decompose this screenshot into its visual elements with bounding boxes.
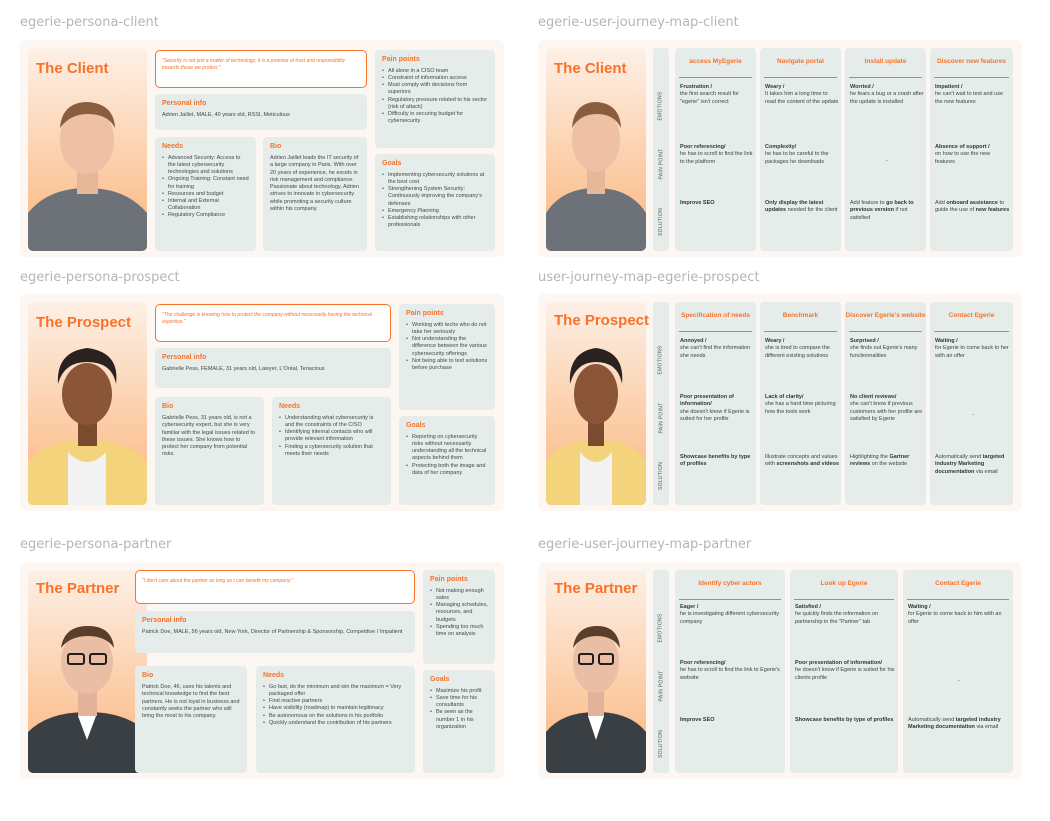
list-item: • Have visibility (roadmap) to maintain legitimacy bbox=[263, 705, 408, 712]
prospect-portrait bbox=[546, 302, 646, 505]
emotion-cell: Worried / he fears a bug or a crash after the update is installed bbox=[850, 84, 924, 105]
bio-card bbox=[155, 397, 264, 505]
pain-point-cell: Poor referencing/ he has to scroll to find the link to Egerie's website bbox=[680, 660, 780, 681]
emotion-cell: Frustration / the first search result for "egerie" isn't correct bbox=[680, 84, 739, 105]
row-label-emotions: EMOTIONS bbox=[658, 345, 665, 375]
persona-quote: "The challenge is knowing how to protect the company without necessarily having the technical expertise." bbox=[155, 304, 391, 342]
bio-heading: Bio bbox=[162, 403, 174, 410]
stage-header: Install update bbox=[864, 58, 907, 66]
list-item: • Spending too much time on analysis bbox=[430, 624, 488, 638]
frame-label-persona-prospect: egerie-persona-prospect bbox=[20, 270, 180, 285]
stage-divider bbox=[934, 77, 1009, 78]
stage-header: Navigate portal bbox=[777, 58, 824, 66]
prospect-portrait-image bbox=[546, 302, 646, 505]
solution-cell: Automatically send targeted industry Marketing documentation via email bbox=[908, 717, 1001, 731]
persona-frame-prospect bbox=[20, 294, 504, 511]
solution-cell: Only display the latest updates needed for the client bbox=[765, 200, 838, 214]
journey-title: The Partner bbox=[554, 580, 638, 597]
row-label-solution: SOLUTION bbox=[658, 461, 664, 490]
personal-info-card bbox=[135, 611, 415, 653]
stage-header: Discover new features bbox=[936, 58, 1006, 66]
needs-heading: Needs bbox=[162, 143, 184, 150]
list-item: • Not making enough sales bbox=[430, 588, 488, 602]
stage-divider bbox=[794, 599, 894, 600]
stage-divider bbox=[849, 331, 922, 332]
list-item: • Reporting on cybersecurity risks without necessarily understanding all the technical aspects behind them bbox=[406, 434, 488, 463]
goals-heading: Goals bbox=[382, 160, 402, 167]
pain-point-cell: Absence of support / on how to use the new features bbox=[935, 144, 991, 165]
goals-list bbox=[382, 172, 488, 229]
solution-cell: Improve SEO bbox=[680, 200, 715, 206]
list-item: • Must comply with decisions from superiors bbox=[382, 82, 488, 96]
emotion-cell: Eager / he is investigating different cybersecurity company bbox=[680, 604, 779, 625]
emotion-cell: Weary / It takes him a long time to read the content of the update bbox=[765, 84, 839, 105]
pain-points-list bbox=[406, 322, 488, 372]
pain-points-card bbox=[423, 570, 495, 664]
personal-info-heading: Personal info bbox=[162, 100, 207, 107]
list-item: • Regulatory pressure related to his sector (risk of attack) bbox=[382, 97, 488, 111]
list-item: • All alone in a CISO team bbox=[382, 68, 488, 75]
journey-title: The Client bbox=[554, 60, 627, 77]
pain-points-heading: Pain points bbox=[382, 56, 420, 63]
pain-point-cell: - bbox=[972, 412, 974, 418]
list-item: • Finding a cybersecurity solution that meets their needs bbox=[279, 444, 384, 458]
bio-text: Adrien Jaillet leads the IT security of a large company in Paris. With over 20 years of experience, he excels in risk management and compliance. Passionate about technology, Adrien strives to innovate in cybersecurity while promoting a security culture within his company. bbox=[270, 155, 359, 212]
frame-label-persona-client: egerie-persona-client bbox=[20, 15, 159, 30]
persona-quote: "I don't care about the partner as long as I can benefit my company." bbox=[135, 570, 415, 604]
emotion-cell: Waiting / for Egerie to come back to him with an offer bbox=[908, 604, 1002, 625]
client-portrait bbox=[546, 48, 646, 251]
persona-frame-client bbox=[20, 40, 504, 257]
stage-divider bbox=[764, 77, 837, 78]
solution-cell: Showcase benefits by type of profiles bbox=[795, 717, 894, 723]
stage-divider bbox=[679, 599, 781, 600]
prospect-portrait-image bbox=[28, 302, 147, 505]
goals-card bbox=[375, 154, 495, 251]
stage-header: Specification of needs bbox=[681, 312, 750, 320]
emotion-cell: Weary / she is tired to compare the different existing solutions bbox=[765, 338, 830, 359]
list-item: • Internal and External Collaboration bbox=[162, 198, 249, 212]
bio-text: Patrick Doe, 46, uses his talents and technical knowledge to find the best partners. He is not loyal in business and constantly seeks the partner who will bring the most to his company. bbox=[142, 684, 240, 719]
stage-header: Identify cyber actors bbox=[698, 580, 762, 588]
list-item: • Maximize his profit bbox=[430, 688, 488, 695]
personal-info-text: Adrien Jaillet, MALE, 40 years old, RSSI, Meticulous bbox=[162, 112, 290, 118]
personal-info-card bbox=[155, 94, 367, 130]
bio-card bbox=[263, 137, 367, 251]
pain-points-heading: Pain points bbox=[430, 576, 468, 583]
frame-label-journey-client: egerie-user-journey-map-client bbox=[538, 15, 739, 30]
stage-divider bbox=[934, 331, 1009, 332]
list-item: • Working with techs who do not take her seriously bbox=[406, 322, 488, 336]
list-item: • Understanding what cybersecurity is and the constraints of the CISO bbox=[279, 415, 384, 429]
pain-point-cell: - bbox=[958, 678, 960, 684]
stage-divider bbox=[849, 77, 922, 78]
list-item: • Regulatory Compliance bbox=[162, 212, 249, 219]
stage-divider bbox=[764, 331, 837, 332]
row-label-pain-point: PAIN POINT bbox=[658, 148, 664, 180]
personal-info-text: Gabrielle Pess, FEMALE, 31 years old, Lawyer, L'Oréal, Tenacious bbox=[162, 366, 325, 372]
list-item: • Establishing relationships with other professionals bbox=[382, 215, 488, 229]
needs-card bbox=[272, 397, 391, 505]
personal-info-text: Patrick Doe, MALE, 56 years old, New York, Director of Partnership & Sponsorship, Competitive / Impatient bbox=[142, 629, 403, 635]
pain-points-heading: Pain points bbox=[406, 310, 444, 317]
frame-label-journey-prospect: user-journey-map-egerie-prospect bbox=[538, 270, 760, 285]
list-item: • Difficulty in securing budget for cybersecurity bbox=[382, 111, 488, 125]
needs-card bbox=[155, 137, 256, 251]
solution-cell: Showcase benefits by type of profiles bbox=[680, 454, 751, 468]
list-item: • Resources and budget bbox=[162, 191, 249, 198]
bio-heading: Bio bbox=[142, 672, 154, 679]
personal-info-card bbox=[155, 348, 391, 388]
pain-points-card bbox=[399, 304, 495, 410]
partner-portrait bbox=[28, 570, 147, 773]
pain-point-cell: No client reviews/ she can't know if previous customers with her profile are satisfied by Egerie bbox=[850, 394, 923, 422]
list-item: • Save time for his consultants bbox=[430, 695, 488, 709]
list-item: • Ongoing Training: Constant need for training bbox=[162, 176, 249, 190]
solution-cell: Add onboard assistance to guide the use of new features bbox=[935, 200, 1010, 214]
emotion-cell: Surprised / she finds out Egerie's many functionnalities bbox=[850, 338, 918, 359]
pain-point-cell: Poor presentation of information/ she doesn't know if Egerie is suited for her profile bbox=[680, 394, 750, 422]
pain-point-cell: Lack of clarity/ she has a hard time picturing how the tools work bbox=[765, 394, 836, 415]
list-item: • Be autonomous on the solutions in his portfolio bbox=[263, 713, 408, 720]
personal-info-heading: Personal info bbox=[162, 354, 207, 361]
stage-divider bbox=[907, 599, 1009, 600]
goals-heading: Goals bbox=[406, 422, 426, 429]
emotion-cell: Satisfied / he quickly finds the information on partnership in the "Partner" tab bbox=[795, 604, 879, 625]
pain-point-cell: - bbox=[886, 158, 888, 164]
list-item: • Protecting both the image and data of her company bbox=[406, 463, 488, 477]
stage-header: Benchmark bbox=[782, 312, 819, 320]
persona-quote: "Security is not just a matter of technology, it is a promise of trust and responsibility towards those we protect." bbox=[155, 50, 367, 88]
journey-frame-partner bbox=[538, 562, 1022, 779]
client-portrait bbox=[28, 48, 147, 251]
list-item: • Not being able to test solutions before purchase bbox=[406, 358, 488, 372]
journey-frame-prospect bbox=[538, 294, 1022, 511]
persona-title: The Prospect bbox=[36, 314, 132, 331]
persona-title: The Partner bbox=[36, 580, 120, 597]
solution-cell: Improve SEO bbox=[680, 717, 715, 723]
goals-card bbox=[423, 670, 495, 773]
needs-heading: Needs bbox=[279, 403, 301, 410]
journey-frame-client bbox=[538, 40, 1022, 257]
bio-card bbox=[135, 666, 247, 773]
emotion-cell: Annoyed / she can't find the information she needs bbox=[680, 338, 751, 359]
stage-divider bbox=[679, 331, 752, 332]
goals-card bbox=[399, 416, 495, 505]
stage-header: Discover Egerie's website bbox=[845, 312, 926, 320]
row-label-pain-point: PAIN POINT bbox=[658, 402, 664, 434]
partner-portrait bbox=[546, 570, 646, 773]
partner-portrait-image bbox=[546, 570, 646, 773]
pain-points-list bbox=[382, 68, 488, 125]
list-item: • Emergency Planning bbox=[382, 208, 488, 215]
stage-header: Contact Egerie bbox=[948, 312, 995, 320]
row-label-solution: SOLUTION bbox=[658, 207, 664, 236]
row-label-pain-point: PAIN POINT bbox=[658, 670, 664, 702]
personal-info-heading: Personal info bbox=[142, 617, 187, 624]
needs-list bbox=[162, 155, 249, 219]
needs-list bbox=[279, 415, 384, 458]
pain-points-card bbox=[375, 50, 495, 148]
solution-cell: Automatically send targeted industry Marketing documentation via email bbox=[935, 454, 1005, 475]
bio-text: Gabrielle Pess, 31 years old, is not a cybersecurity expert, but she is very familiar with the legal issues related to these issues. She knows how to protect her company from potential risks. bbox=[162, 415, 255, 458]
list-item: • Find reactive partners bbox=[263, 698, 408, 705]
prospect-portrait bbox=[28, 302, 147, 505]
needs-list bbox=[263, 684, 408, 727]
stage-header: Look up Egerie bbox=[820, 580, 868, 588]
goals-heading: Goals bbox=[430, 676, 450, 683]
list-item: • Implementing cybersecurity solutions at the best cost bbox=[382, 172, 488, 186]
journey-title: The Prospect bbox=[554, 312, 650, 329]
row-label-emotions: EMOTIONS bbox=[658, 91, 665, 121]
stage-header: Contact Egerie bbox=[935, 580, 981, 588]
solution-cell: Illustrate concepts and values with screenshots and videos bbox=[765, 454, 839, 468]
list-item: • Quickly understand the contribution of his partners bbox=[263, 720, 408, 727]
needs-card bbox=[256, 666, 415, 773]
needs-heading: Needs bbox=[263, 672, 285, 679]
list-item: • Identifying internal contacts who will provide relevant information bbox=[279, 429, 384, 443]
bio-heading: Bio bbox=[270, 143, 282, 150]
partner-portrait-image bbox=[28, 570, 147, 773]
frame-label-persona-partner: egerie-persona-partner bbox=[20, 537, 172, 552]
persona-frame-partner bbox=[20, 562, 504, 779]
list-item: • Advanced Security: Access to the latest cybersecurity technologies and solutions bbox=[162, 155, 249, 176]
persona-title: The Client bbox=[36, 60, 109, 77]
client-portrait-image bbox=[28, 48, 147, 251]
list-item: • Be seen as the number 1 in his organization bbox=[430, 709, 488, 730]
solution-cell: Add feature to go back to previous version if not satisfied bbox=[850, 200, 914, 221]
list-item: • Not understanding the difference between the various cybersecurity offerings bbox=[406, 336, 488, 357]
goals-list bbox=[430, 688, 488, 731]
emotion-cell: Waiting / for Egerie to come back to her with an offer bbox=[935, 338, 1009, 359]
emotion-cell: Impatient / he can't wait to test and use the new features bbox=[935, 84, 1004, 105]
row-label-emotions: EMOTIONS bbox=[658, 613, 665, 643]
stage-header: access MyEgerie bbox=[689, 58, 742, 66]
list-item: • Managing schedules, resources, and budgets bbox=[430, 602, 488, 623]
pain-point-cell: Poor presentation of information/ he doesn't know if Egerie is suited for his clients profile bbox=[795, 660, 895, 681]
pain-point-cell: Poor referencing/ he has to scroll to find the link to the platform bbox=[680, 144, 753, 165]
list-item: • Constraint of information access bbox=[382, 75, 488, 82]
solution-cell: Highlighting the Gartner reviews on the website bbox=[850, 454, 910, 468]
client-portrait-image bbox=[546, 48, 646, 251]
row-label-solution: SOLUTION bbox=[658, 729, 664, 758]
goals-list bbox=[406, 434, 488, 477]
list-item: • Go fast, do the minimum and win the maximum = Very packaged offer bbox=[263, 684, 408, 698]
pain-point-cell: Complexity/ he has to be careful to the packages he downloads bbox=[765, 144, 829, 165]
stage-divider bbox=[679, 77, 752, 78]
pain-points-list bbox=[430, 588, 488, 638]
list-item: • Strengthening System Security: Continuously improving the company's defenses bbox=[382, 186, 488, 207]
frame-label-journey-partner: egerie-user-journey-map-partner bbox=[538, 537, 752, 552]
